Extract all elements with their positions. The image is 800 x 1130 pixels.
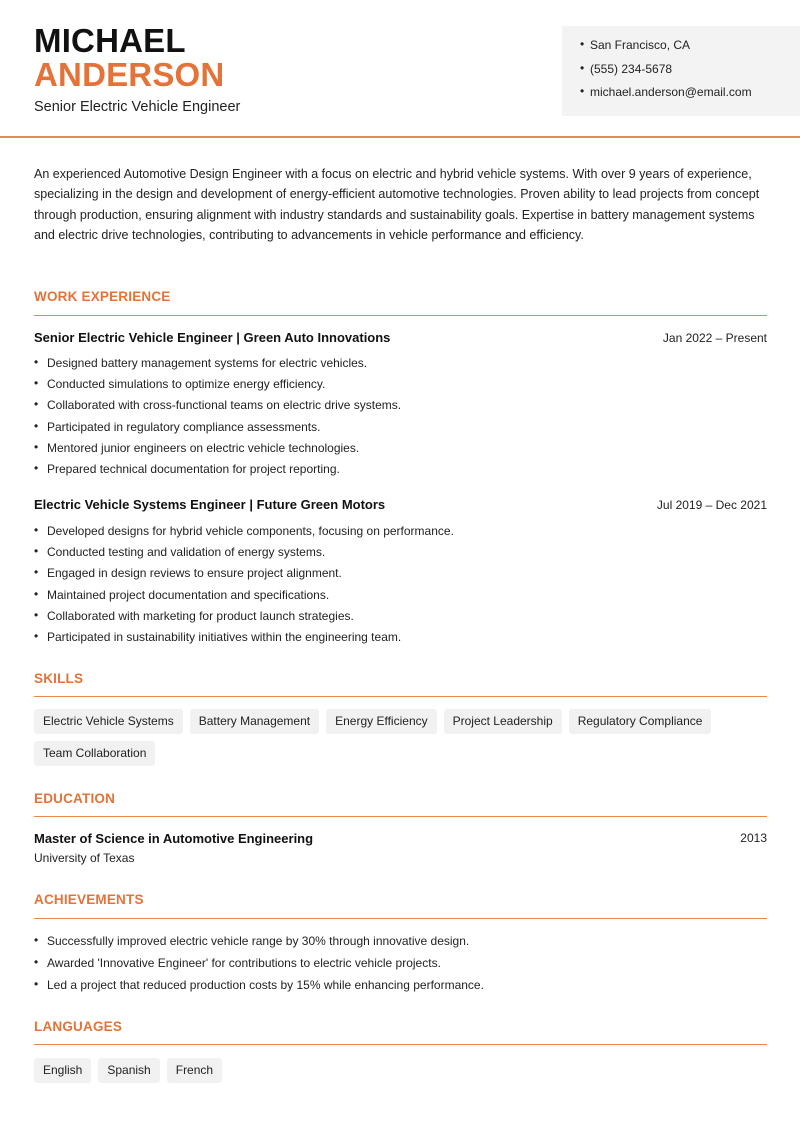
section-title-skills: SKILLS bbox=[34, 671, 84, 686]
skill-tag: Electric Vehicle Systems bbox=[34, 709, 183, 734]
section-divider bbox=[34, 696, 767, 697]
skill-tag: Energy Efficiency bbox=[326, 709, 437, 734]
list-item: • Led a project that reduced production costs by 15% while enhancing performance. bbox=[34, 978, 767, 1000]
list-item: • Conducted simulations to optimize energy efficiency. bbox=[34, 377, 767, 398]
list-item: • Awarded 'Innovative Engineer' for contributions to electric vehicle projects. bbox=[34, 956, 767, 978]
first-name: MICHAEL bbox=[34, 22, 186, 59]
skills-tags bbox=[34, 709, 774, 773]
contact-location: • San Francisco, CA bbox=[580, 38, 800, 62]
contact-box bbox=[562, 26, 800, 116]
education-year: 2013 bbox=[740, 831, 767, 845]
language-tags bbox=[34, 1058, 774, 1090]
list-item: • Mentored junior engineers on electric vehicle technologies. bbox=[34, 441, 767, 462]
list-item: • Designed battery management systems for electric vehicles. bbox=[34, 356, 767, 377]
job-dates: Jul 2019 – Dec 2021 bbox=[656, 498, 767, 512]
section-divider bbox=[34, 1044, 767, 1045]
section-title-languages: LANGUAGES bbox=[34, 1019, 123, 1034]
language-tag: Spanish bbox=[98, 1058, 159, 1083]
section-divider bbox=[34, 816, 767, 817]
education-school: University of Texas bbox=[34, 851, 135, 865]
section-divider bbox=[34, 918, 767, 919]
section-divider bbox=[34, 315, 767, 316]
profile-summary: An experienced Automotive Design Engineer with a focus on electric and hybrid vehicle systems. With over 9 years of experience, specializing in the design and development of energy-efficient automotive technologies. Proven ability to lead projects from concept through production, ensuring alignment with industry standards and sustainability goals. Expertise in battery management systems and electric drive technologies, contributing to advancements in vehicle performance and efficiency. bbox=[34, 167, 760, 242]
resume-header bbox=[0, 0, 800, 138]
language-tag: French bbox=[167, 1058, 222, 1083]
contact-phone: • (555) 234-5678 bbox=[580, 62, 800, 86]
job-bullets bbox=[34, 524, 767, 651]
list-item: • Collaborated with marketing for product launch strategies. bbox=[34, 609, 767, 630]
skill-tag: Battery Management bbox=[190, 709, 319, 734]
education-degree: Master of Science in Automotive Engineering bbox=[34, 831, 314, 846]
job-title: Senior Electric Vehicle Engineer bbox=[34, 99, 241, 115]
last-name: ANDERSON bbox=[34, 56, 225, 93]
job-heading: Senior Electric Vehicle Engineer | Green Auto Innovations bbox=[34, 330, 391, 345]
skill-tag: Team Collaboration bbox=[34, 741, 155, 766]
section-title-education: EDUCATION bbox=[34, 791, 116, 806]
list-item: • Maintained project documentation and specifications. bbox=[34, 588, 767, 609]
job-dates: Jan 2022 – Present bbox=[662, 331, 767, 345]
section-title-work: WORK EXPERIENCE bbox=[34, 289, 171, 304]
language-tag: English bbox=[34, 1058, 91, 1083]
contact-email: • michael.anderson@email.com bbox=[580, 85, 800, 109]
job-heading: Electric Vehicle Systems Engineer | Future Green Motors bbox=[34, 497, 386, 512]
skill-tag: Regulatory Compliance bbox=[569, 709, 712, 734]
list-item: • Developed designs for hybrid vehicle components, focusing on performance. bbox=[34, 524, 767, 545]
list-item: • Successfully improved electric vehicle range by 30% through innovative design. bbox=[34, 934, 767, 956]
list-item: • Conducted testing and validation of energy systems. bbox=[34, 545, 767, 566]
section-title-achievements: ACHIEVEMENTS bbox=[34, 892, 144, 907]
achievement-bullets bbox=[34, 934, 767, 1000]
contact-list bbox=[580, 38, 800, 109]
list-item: • Engaged in design reviews to ensure project alignment. bbox=[34, 566, 767, 587]
list-item: • Collaborated with cross-functional teams on electric drive systems. bbox=[34, 398, 767, 419]
list-item: • Participated in regulatory compliance assessments. bbox=[34, 420, 767, 441]
skill-tag: Project Leadership bbox=[444, 709, 562, 734]
list-item: • Prepared technical documentation for project reporting. bbox=[34, 462, 767, 483]
list-item: • Participated in sustainability initiatives within the engineering team. bbox=[34, 630, 767, 651]
job-bullets bbox=[34, 356, 767, 483]
